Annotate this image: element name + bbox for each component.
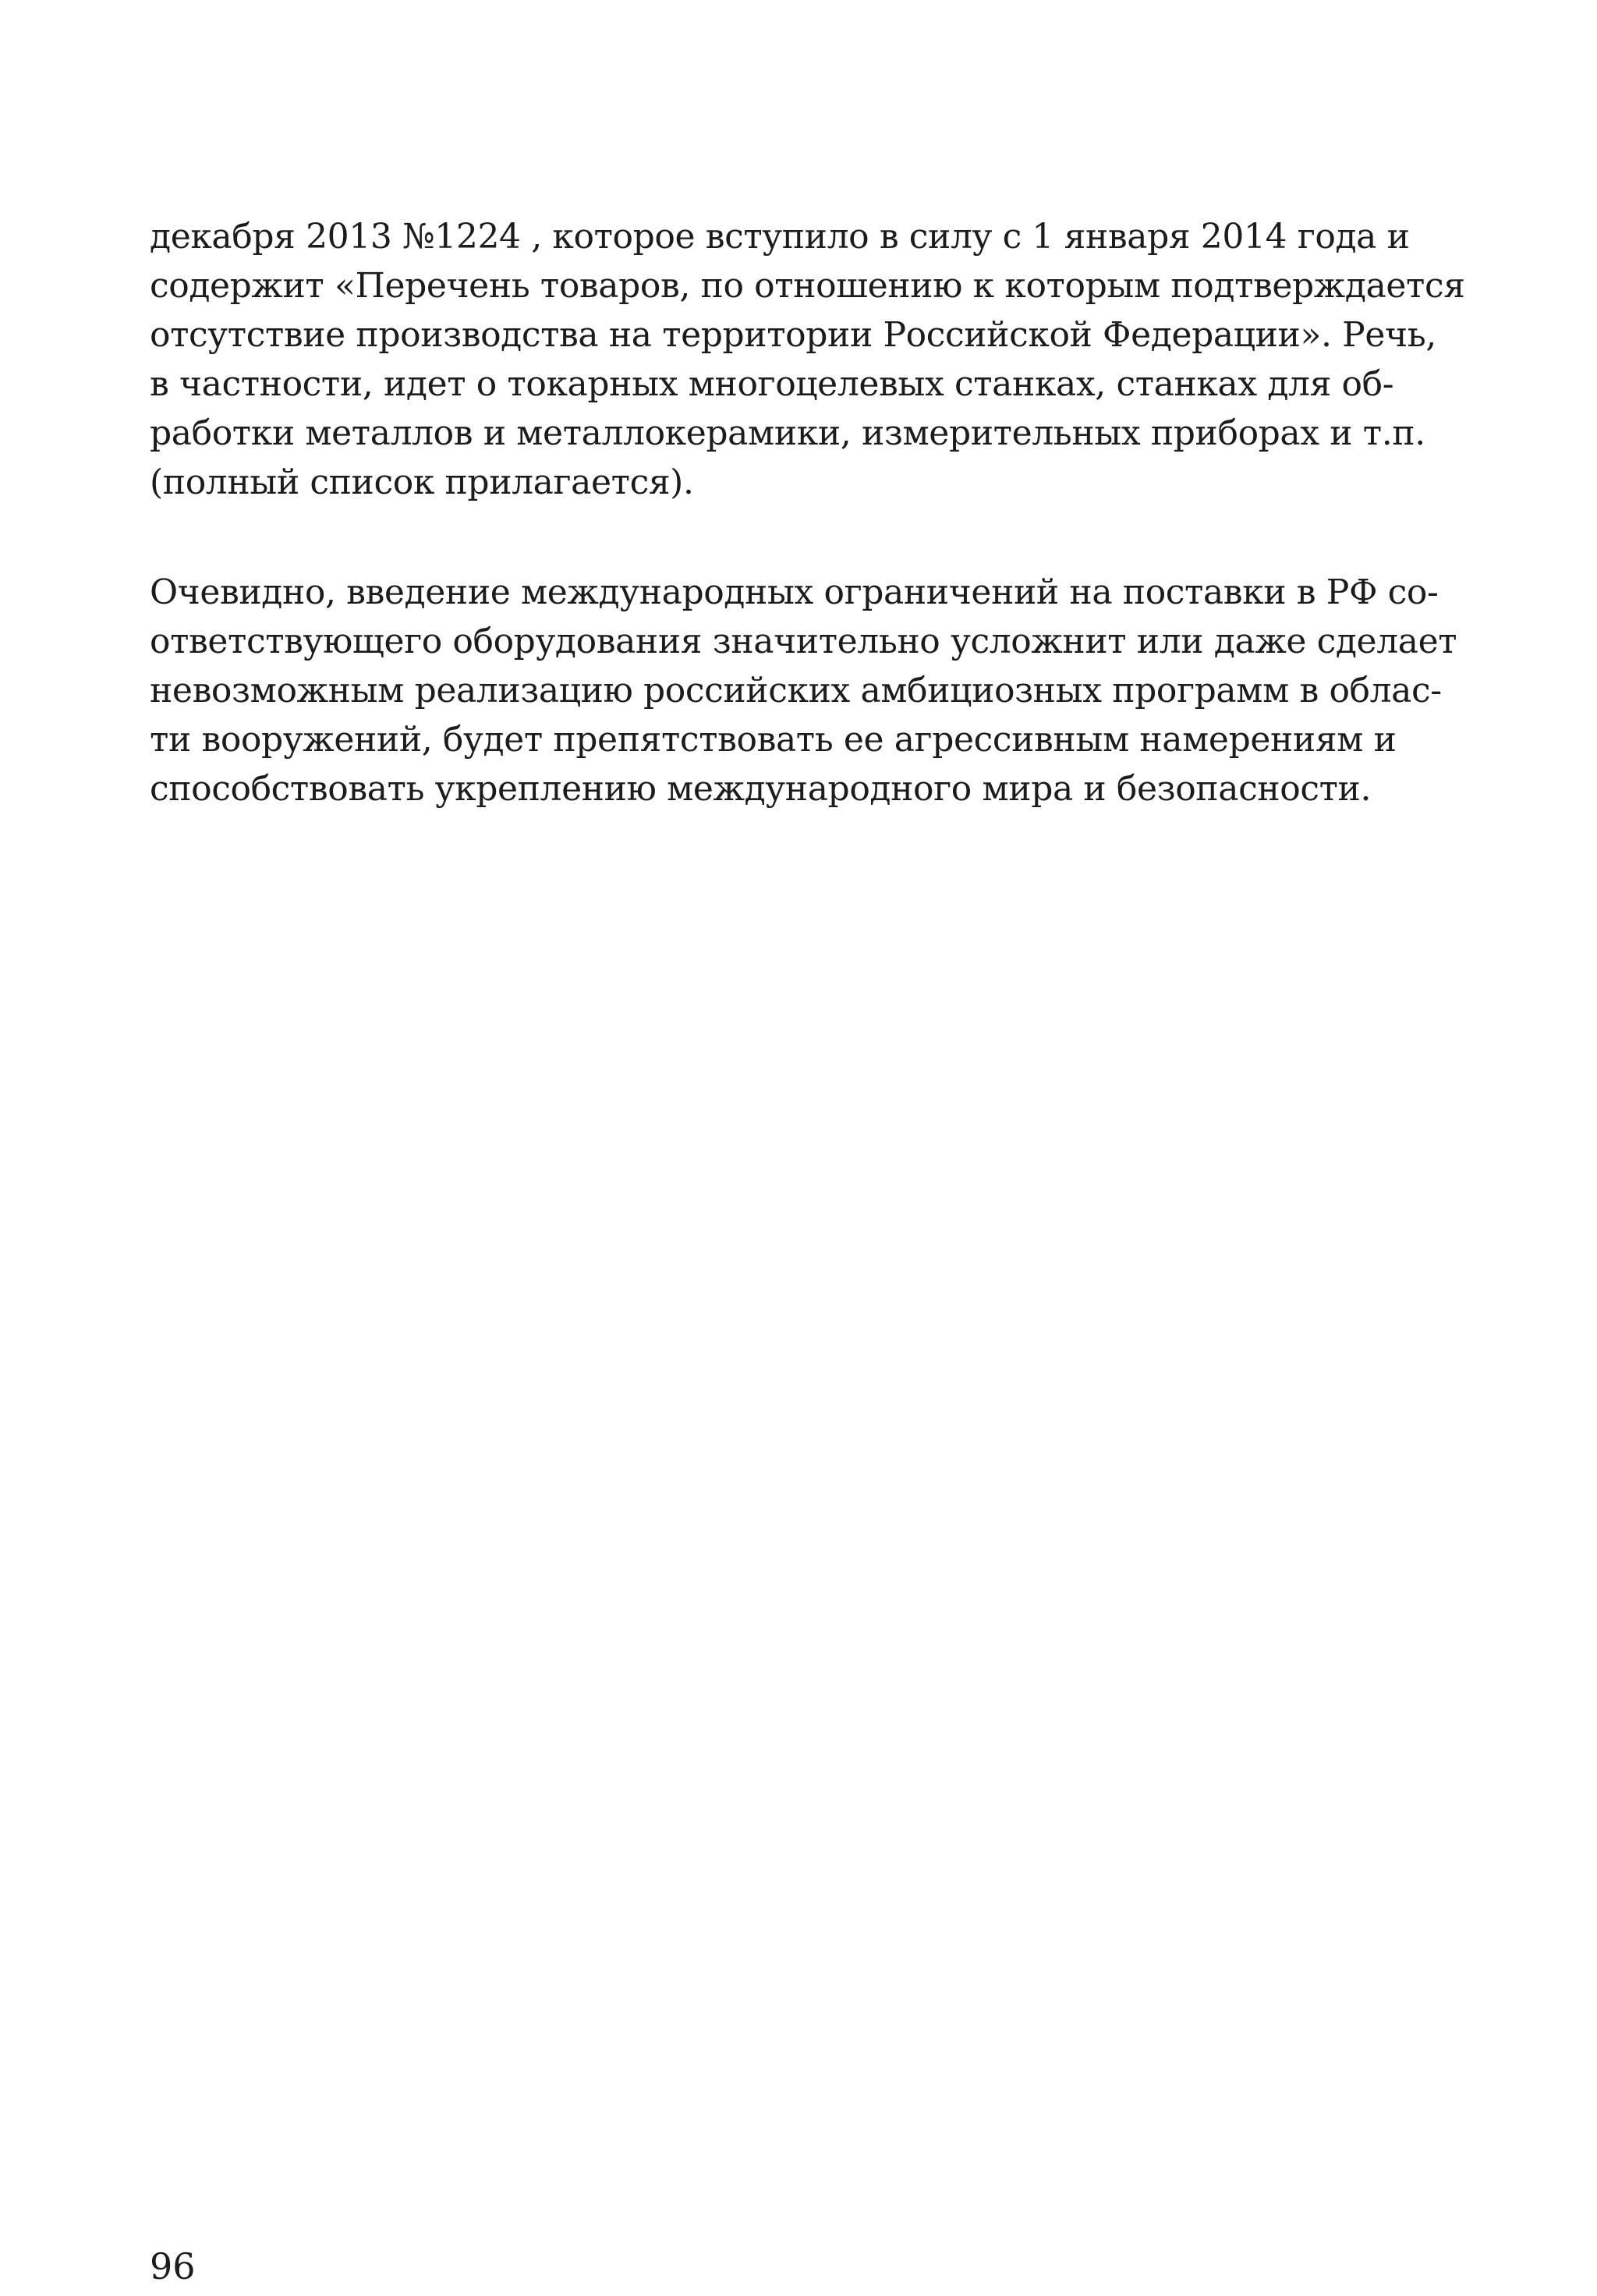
text-line: ти вооружений, будет препятствовать ее агрессивным намерениям и	[150, 720, 1397, 760]
text-line: (полный список прилагается).	[150, 462, 694, 502]
text-line: невозможным реализацию российских амбициозных программ в облас-	[150, 671, 1442, 710]
text-line: в частности, идет о токарных многоцелевых станках, станках для об-	[150, 364, 1394, 404]
text-line: отсутствие производства на территории Российской Федерации». Речь,	[150, 315, 1436, 355]
text-line: ответствующего оборудования значительно усложнит или даже сделает	[150, 622, 1457, 661]
text-line: декабря 2013 №1224 , которое вступило в силу с 1 января 2014 года и	[150, 217, 1410, 257]
paragraph-1	[150, 212, 1465, 507]
page-number: 96	[150, 2245, 196, 2287]
text-line: способствовать укреплению международного мира и безопасности.	[150, 769, 1372, 809]
text-line: содержит «Перечень товаров, по отношению к которым подтверждается	[150, 266, 1465, 306]
text-line: работки металлов и металлокерамики, измерительных приборах и т.п.	[150, 413, 1425, 453]
text-line: Очевидно, введение международных ограничений на поставки в РФ со-	[150, 572, 1439, 612]
paragraph-2	[150, 568, 1457, 813]
